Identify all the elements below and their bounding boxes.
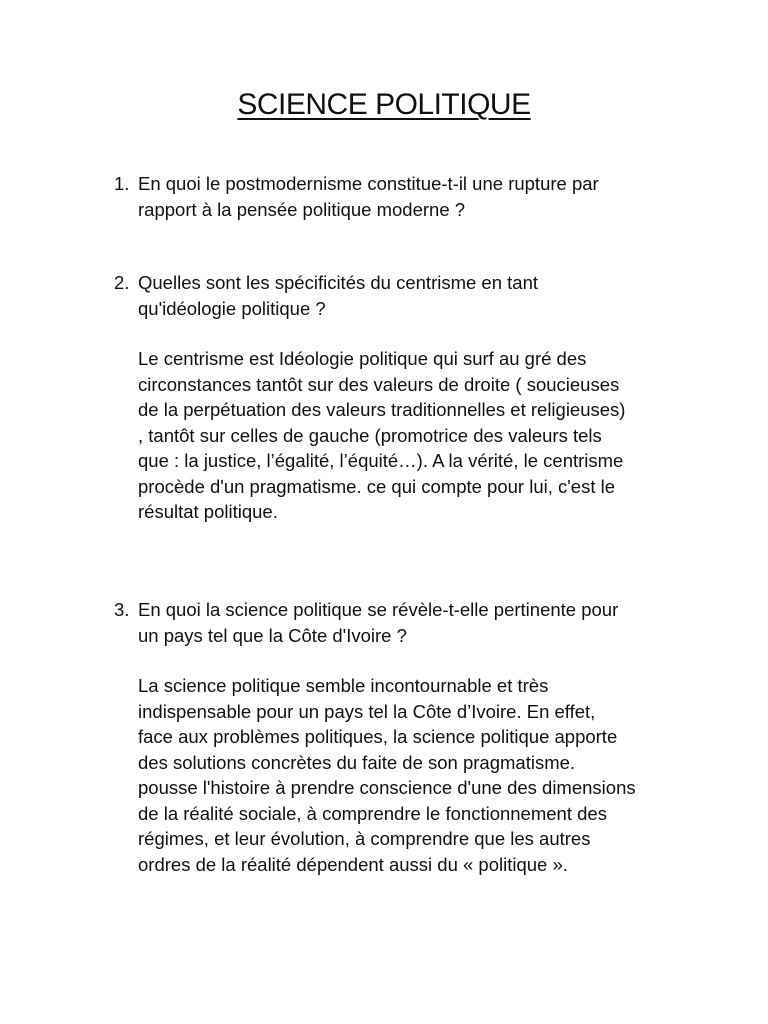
list-item [114, 171, 714, 222]
answer-line: La science politique semble incontournable et très [138, 675, 549, 696]
answer-line: résultat politique. [138, 501, 278, 522]
answer-line: indispensable pour un pays tel la Côte d’Ivoire. En effet, [138, 700, 596, 722]
document-title: SCIENCE POLITIQUE [237, 88, 531, 121]
question-line: En quoi le postmodernisme constitue-t-il une rupture par [138, 173, 599, 194]
answer-line: face aux problèmes politiques, la science politique apporte [138, 726, 618, 747]
answer-line: circonstances tantôt sur des valeurs de droite ( soucieuses [138, 373, 620, 395]
answer-line: Le centrisme est Idéologie politique qui surf au gré des [138, 348, 587, 369]
question-line: En quoi la science politique se révèle-t-elle pertinente pour [138, 599, 619, 620]
list-item [114, 597, 714, 877]
question-line: Quelles sont les spécificités du centrisme en tant [138, 272, 538, 293]
item-number: 2. [114, 272, 130, 293]
answer-line: des solutions concrètes du faite de son pragmatisme. [138, 751, 576, 773]
answer-text [138, 346, 714, 525]
question-line: un pays tel que la Côte d'Ivoire ? [138, 624, 407, 646]
item-number: 1. [114, 173, 130, 194]
answer-line: régimes, et leur évolution, à comprendre que les autres [138, 828, 591, 849]
answer-line: que : la justice, l’égalité, l’équité…). A la vérité, le centrisme [138, 450, 624, 471]
answer-text [138, 673, 714, 877]
item-body [138, 270, 714, 525]
answer-line: procède d'un pragmatisme. ce qui compte pour lui, c'est le [138, 475, 616, 497]
question-line: rapport à la pensée politique moderne ? [138, 198, 466, 220]
list-item [114, 270, 714, 525]
answer-line: de la réalité sociale, à comprendre le fonctionnement des [138, 802, 607, 824]
item-number: 3. [114, 599, 130, 620]
question-text [138, 597, 714, 648]
answer-line: de la perpétuation des valeurs traditionnelles et religieuses) [138, 399, 626, 420]
question-line: qu'idéologie politique ? [138, 297, 326, 319]
item-body [138, 597, 714, 877]
answer-line: ordres de la réalité dépendent aussi du « politique ». [138, 853, 568, 875]
answer-line: pousse l'histoire à prendre conscience d'une des dimensions [138, 777, 636, 798]
item-body [138, 171, 714, 222]
question-text [138, 171, 714, 222]
answer-line: , tantôt sur celles de gauche (promotrice des valeurs tels [138, 424, 602, 446]
question-text [138, 270, 714, 321]
